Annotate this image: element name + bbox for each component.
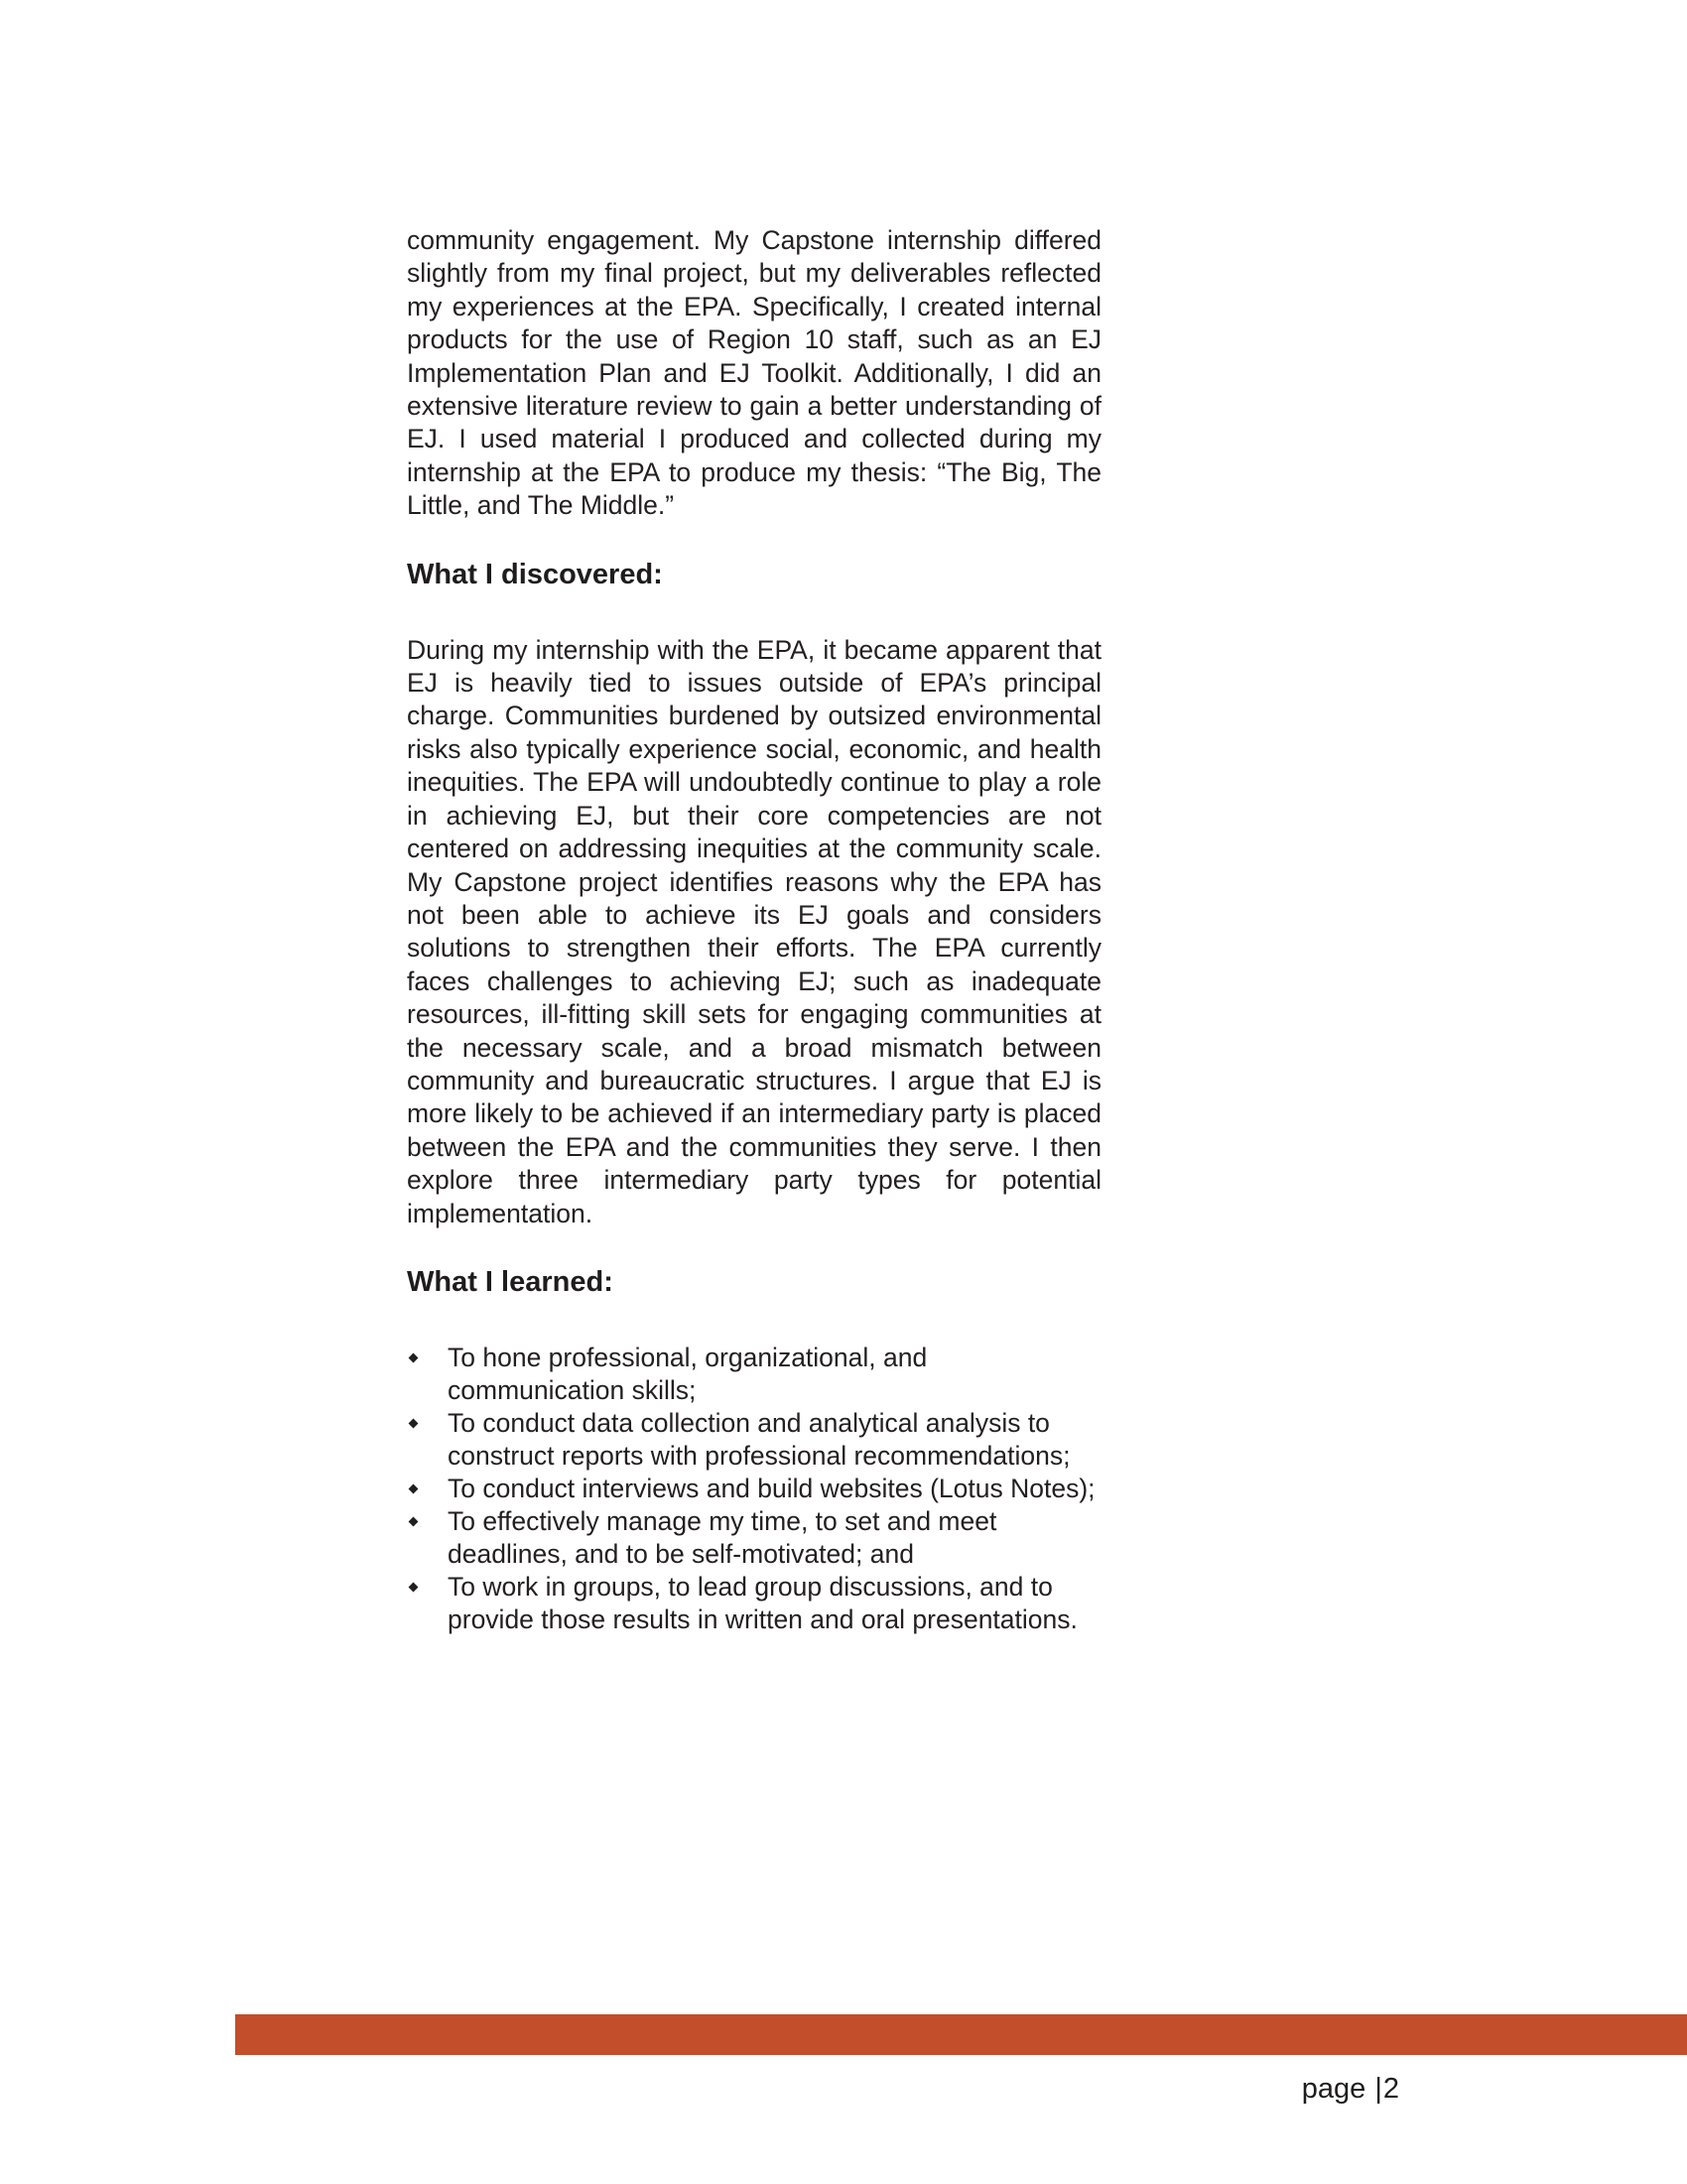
- list-item: [407, 1505, 1102, 1571]
- list-item: [407, 1407, 1102, 1473]
- footer-separator: |: [1374, 2073, 1382, 2105]
- footer-accent-bar: [235, 2014, 1687, 2055]
- heading-what-i-learned: What I learned:: [407, 1265, 613, 1298]
- bullet-text: To hone professional, organizational, and communication skills;: [448, 1342, 928, 1405]
- bullet-text: To conduct interviews and build websites (Lotus Notes);: [448, 1473, 1096, 1503]
- footer-page-number: 2: [1382, 2073, 1399, 2105]
- bullet-diamond-icon: [409, 1517, 419, 1527]
- bullet-diamond-icon: [409, 1484, 419, 1494]
- text-column: [407, 224, 1102, 1636]
- bullet-diamond-icon: [409, 1583, 419, 1593]
- intro-paragraph: community engagement. My Capstone internship differed slightly from my final project, but my deliverables reflected my experiences at the EPA. Specifically, I created internal products for the use of Region 10 staff, such as an EJ Implementation Plan and EJ Toolkit. Additionally, I did an extensive literature review to gain a better understanding of EJ. I used material I produced and collected during my internship at the EPA to produce my thesis: “The Big, The Little, and The Middle.”: [407, 225, 1102, 521]
- bullet-diamond-icon: [409, 1419, 419, 1429]
- list-item: [407, 1571, 1102, 1636]
- bullet-text: To conduct data collection and analytical analysis to construct reports with professional recommendations;: [448, 1407, 1071, 1471]
- bullet-text: To effectively manage my time, to set and meet deadlines, and to be self-motivated; and: [448, 1505, 997, 1569]
- learned-bullet-list: [407, 1342, 1102, 1636]
- bullet-text: To work in groups, to lead group discussions, and to provide those results in written and oral presentations.: [448, 1571, 1078, 1634]
- heading-what-i-discovered: What I discovered:: [407, 558, 663, 590]
- list-item: [407, 1473, 1102, 1505]
- discovered-paragraph: During my internship with the EPA, it became apparent that EJ is heavily tied to issues outside of EPA’s principal charge. Communities burdened by outsized environmental risks also typically experience social, economic, and health inequities. The EPA will undoubtedly continue to play a role in achieving EJ, but their core competencies are not centered on addressing inequities at the community scale. My Capstone project identifies reasons why the EPA has not been able to achieve its EJ goals and considers solutions to strengthen their efforts. The EPA currently faces challenges to achieving EJ; such as inadequate resources, ill-fitting skill sets for engaging communities at the necessary scale, and a broad mismatch between community and bureaucratic structures. I argue that EJ is more likely to be achieved if an intermediary party is placed between the EPA and the communities they serve. I then explore three intermediary party types for potential implementation.: [407, 634, 1102, 1228]
- footer-label: page: [1301, 2073, 1366, 2105]
- list-item: [407, 1342, 1102, 1407]
- bullet-diamond-icon: [409, 1353, 419, 1363]
- page-footer: [1302, 2072, 1399, 2106]
